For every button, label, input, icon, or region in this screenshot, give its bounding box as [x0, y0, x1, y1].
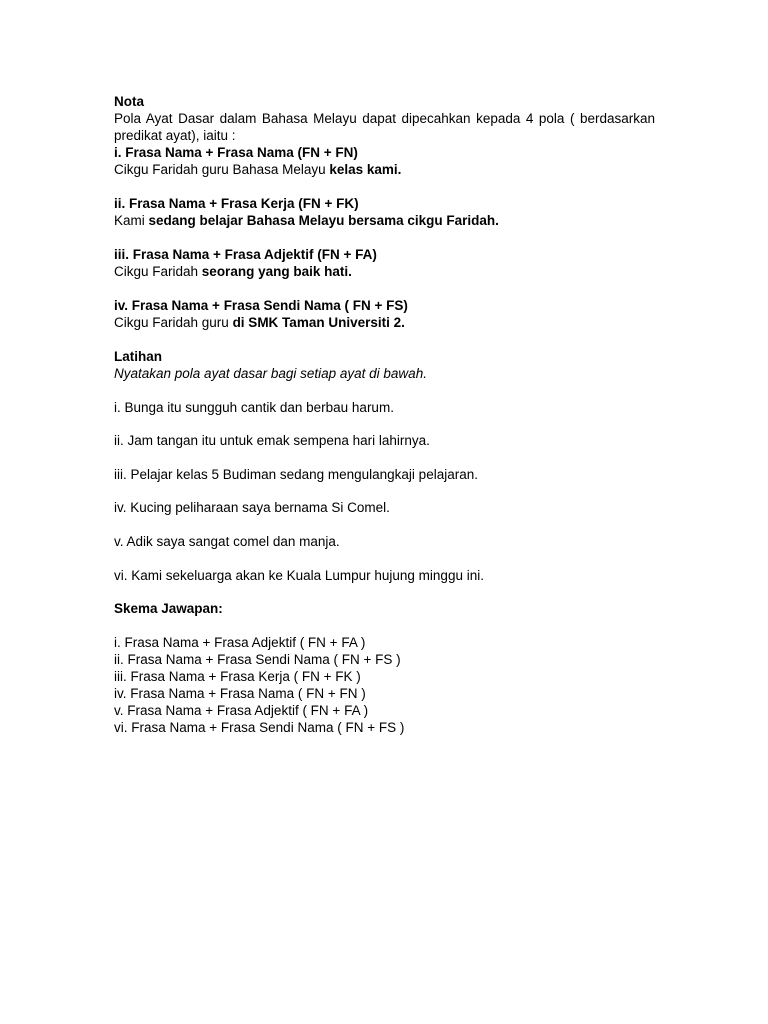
latihan-instruction: Nyatakan pola ayat dasar bagi setiap ayat di bawah. [114, 366, 427, 381]
pattern-item [114, 144, 655, 178]
pattern-example [114, 263, 655, 280]
latihan-section [114, 348, 655, 584]
answer-item: vi. Frasa Nama + Frasa Sendi Nama ( FN + FS ) [114, 720, 405, 736]
skema-section [114, 600, 655, 736]
pattern-title: i. Frasa Nama + Frasa Nama (FN + FN) [114, 145, 358, 160]
pattern-example [114, 161, 655, 178]
pattern-example [114, 212, 655, 229]
exercise-list [114, 399, 655, 584]
pattern-example-bold: kelas kami. [329, 162, 402, 177]
pattern-example-plain: Cikgu Faridah guru Bahasa Melayu [114, 162, 330, 177]
pattern-title: iii. Frasa Nama + Frasa Adjektif (FN + FA) [114, 247, 377, 262]
pattern-title: iv. Frasa Nama + Frasa Sendi Nama ( FN + FS) [114, 298, 408, 313]
skema-heading: Skema Jawapan: [114, 601, 223, 617]
answer-item: ii. Frasa Nama + Frasa Sendi Nama ( FN + FS ) [114, 652, 401, 668]
exercise-item: i. Bunga itu sungguh cantik dan berbau harum. [114, 399, 394, 415]
pattern-example [114, 314, 655, 331]
pattern-example-bold: sedang belajar Bahasa Melayu bersama cikgu Faridah. [148, 213, 499, 228]
latihan-heading: Latihan [114, 349, 163, 364]
pattern-item [114, 246, 655, 280]
exercise-item: iii. Pelajar kelas 5 Budiman sedang mengulangkaji pelajaran. [114, 466, 478, 482]
pattern-item [114, 195, 655, 229]
pattern-item [114, 297, 655, 331]
pattern-example-plain: Cikgu Faridah guru [114, 315, 233, 330]
nota-intro: Pola Ayat Dasar dalam Bahasa Melayu dapat dipecahkan kepada 4 pola ( berdasarkan predikat ayat), iaitu : [114, 111, 655, 143]
exercise-item: ii. Jam tangan itu untuk emak sempena hari lahirnya. [114, 433, 430, 449]
answer-item: v. Frasa Nama + Frasa Adjektif ( FN + FA ) [114, 703, 369, 719]
pattern-example-plain: Cikgu Faridah [114, 264, 202, 279]
pattern-title: ii. Frasa Nama + Frasa Kerja (FN + FK) [114, 196, 359, 211]
exercise-item: v. Adik saya sangat comel dan manja. [114, 533, 340, 549]
answer-item: iii. Frasa Nama + Frasa Kerja ( FN + FK ) [114, 669, 361, 685]
exercise-item: iv. Kucing peliharaan saya bernama Si Comel. [114, 500, 390, 516]
document-page [114, 93, 655, 736]
pattern-example-plain: Kami [114, 213, 149, 228]
answer-item: i. Frasa Nama + Frasa Adjektif ( FN + FA ) [114, 635, 366, 651]
answer-item: iv. Frasa Nama + Frasa Nama ( FN + FN ) [114, 686, 366, 702]
nota-heading: Nota [114, 94, 144, 109]
pattern-example-bold: seorang yang baik hati. [201, 264, 352, 279]
exercise-item: vi. Kami sekeluarga akan ke Kuala Lumpur hujung minggu ini. [114, 567, 484, 583]
answer-list [114, 634, 655, 736]
pattern-example-bold: di SMK Taman Universiti 2. [232, 315, 405, 330]
nota-section [114, 93, 655, 331]
